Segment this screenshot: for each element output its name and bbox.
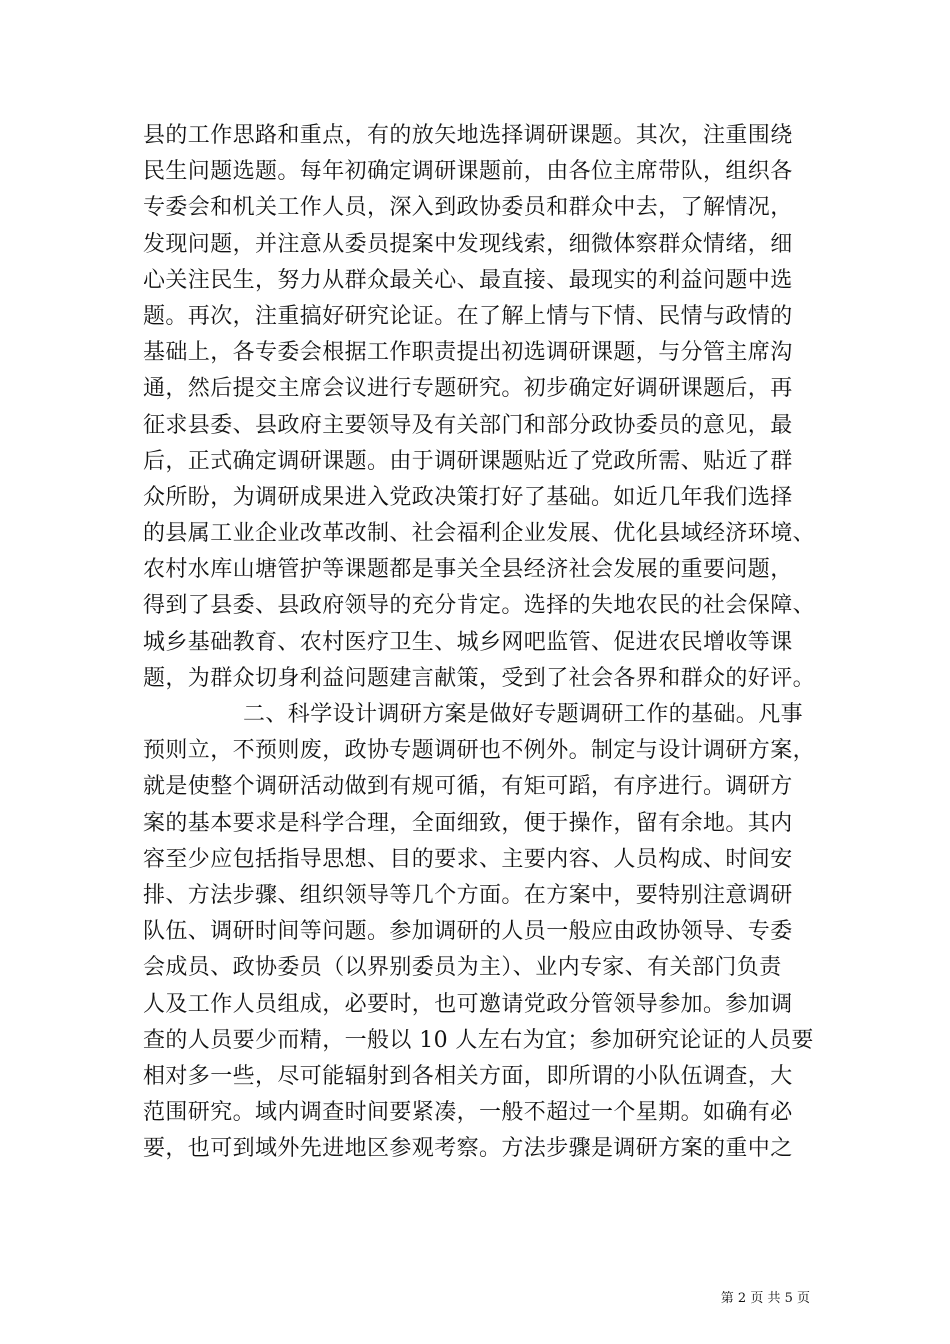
text-line: 查的人员要少而精，一般以 10 人左右为宜；参加研究论证的人员要	[143, 1027, 814, 1053]
text-line: 城乡基础教育、农村医疗卫生、城乡网吧监管、促进农民增收等课	[143, 629, 793, 655]
text-line: 人及工作人员组成，必要时，也可邀请党政分管领导参加。参加调	[143, 991, 793, 1017]
text-line: 通，然后提交主席会议进行专题研究。初步确定好调研课题后，再	[143, 376, 793, 402]
text-line: 基础上，各专委会根据工作职责提出初选调研课题，与分管主席沟	[143, 340, 793, 366]
text-line: 民生问题选题。每年初确定调研课题前，由各位主席带队，组织各	[143, 159, 793, 185]
text-line: 后，正式确定调研课题。由于调研课题贴近了党政所需、贴近了群	[143, 448, 793, 474]
text-line: 案的基本要求是科学合理，全面细致，便于操作，留有余地。其内	[143, 810, 793, 836]
text-line: 题。再次，注重搞好研究论证。在了解上情与下情、民情与政情的	[143, 303, 793, 329]
text-line: 专委会和机关工作人员，深入到政协委员和群众中去，了解情况，	[143, 195, 793, 221]
text-line: 队伍、调研时间等问题。参加调研的人员一般应由政协领导、专委	[143, 919, 793, 945]
text-line: 心关注民生，努力从群众最关心、最直接、最现实的利益问题中选	[143, 267, 793, 293]
text-line: 县的工作思路和重点，有的放矢地选择调研课题。其次，注重围绕	[143, 123, 793, 148]
text-line: 就是使整个调研活动做到有规可循，有矩可蹈，有序进行。调研方	[143, 774, 793, 800]
text-line: 排、方法步骤、组织领导等几个方面。在方案中，要特别注意调研	[143, 882, 793, 908]
text-line: 会成员、政协委员（以界别委员为主）、业内专家、有关部门负责	[143, 955, 782, 981]
body-text	[143, 118, 816, 1167]
text-line: 征求县委、县政府主要领导及有关部门和部分政协委员的意见，最	[143, 412, 793, 438]
text-line: 相对多一些，尽可能辐射到各相关方面，即所谓的小队伍调查，大	[143, 1063, 793, 1089]
text-line: 的县属工业企业改革改制、社会福利企业发展、优化县域经济环境、	[143, 521, 816, 547]
text-line: 容至少应包括指导思想、目的要求、主要内容、人员构成、时间安	[143, 846, 793, 872]
text-line: 得到了县委、县政府领导的充分肯定。选择的失地农民的社会保障、	[143, 593, 816, 619]
text-line: 要，也可到域外先进地区参观考察。方法步骤是调研方案的重中之	[143, 1136, 793, 1162]
text-line: 农村水库山塘管护等课题都是事关全县经济社会发展的重要问题，	[143, 557, 793, 583]
text-line: 范围研究。域内调查时间要紧凑，一般不超过一个星期。如确有必	[143, 1100, 793, 1126]
page-number: 第 2 页 共 5 页	[720, 1291, 810, 1306]
section-heading-line: 二、科学设计调研方案是做好专题调研工作的基础。凡事	[243, 702, 804, 727]
text-line: 众所盼，为调研成果进入党政决策打好了基础。如近几年我们选择	[143, 484, 793, 510]
text-line: 发现问题，并注意从委员提案中发现线索，细微体察群众情绪，细	[143, 231, 793, 257]
text-line: 预则立，不预则废，政协专题调研也不例外。制定与设计调研方案，	[143, 738, 816, 764]
text-line: 题，为群众切身利益问题建言献策，受到了社会各界和群众的好评。	[143, 665, 816, 691]
